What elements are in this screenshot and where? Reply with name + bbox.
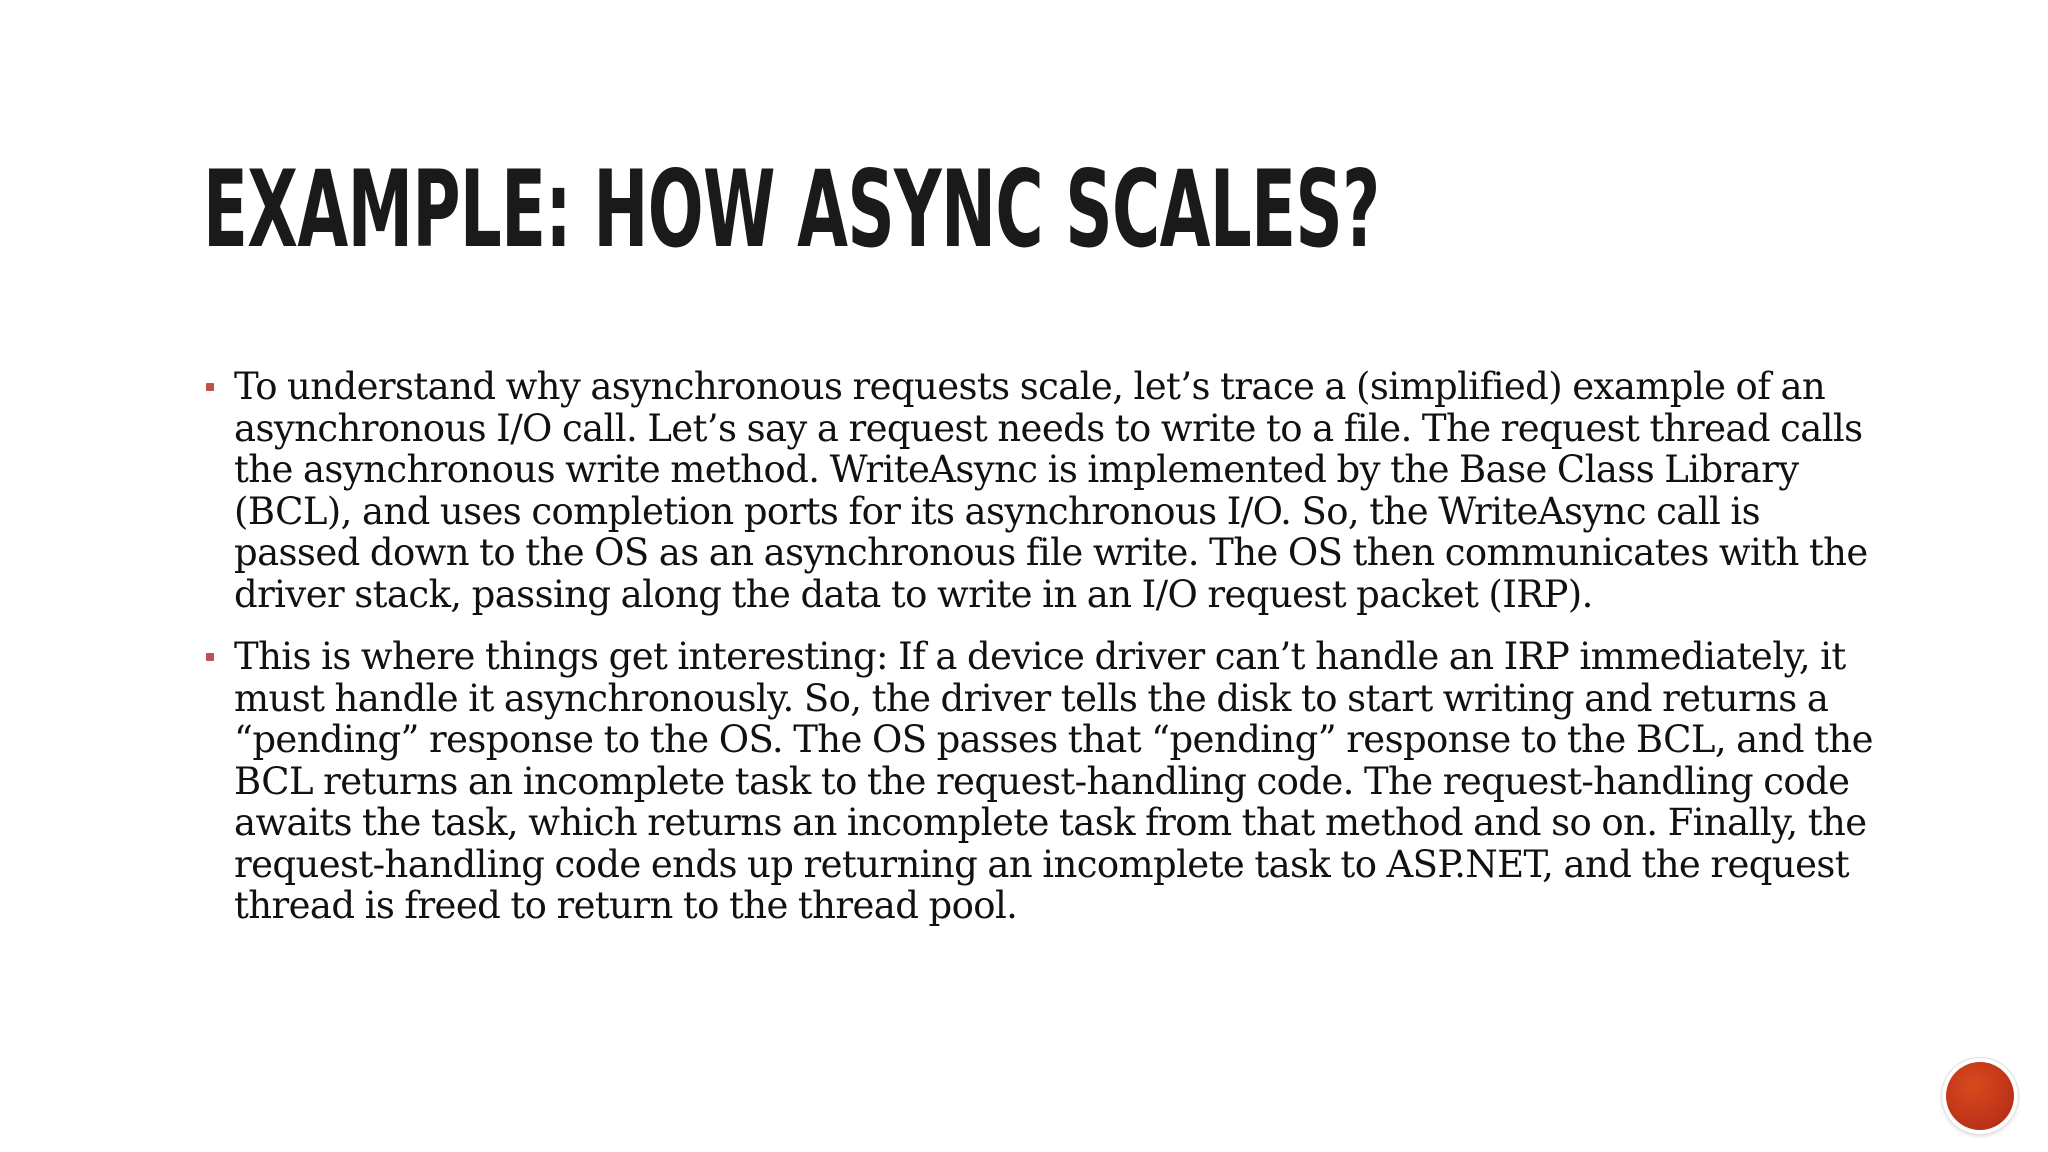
circle-nav-icon [1946,1062,2014,1130]
slide-content [203,366,1883,948]
slide-title: EXAMPLE: HOW ASYNC SCALES? [203,148,1380,271]
bullet-text: This is where things get interesting: If a device driver can’t handle an IRP immediately, it must handle it asynchronously. So, the driver tells the disk to start writing and returns a “pending” response to the OS. The OS passes that “pending” response to the BCL, and the BCL returns an incomplete task to the request-handling code. The request-handling code awaits the task, which returns an incomplete task from that method and so on. Finally, the request-handling code ends up returning an incomplete task to ASP.NET, and the request thread is freed to return to the thread pool. [234,635,1873,927]
bullet-icon [206,653,214,661]
slide-nav-button[interactable] [1942,1058,2018,1134]
bullet-item [203,366,1883,615]
bullet-item [203,636,1883,927]
bullet-text: To understand why asynchronous requests scale, let’s trace a (simplified) example of an asynchronous I/O call. Let’s say a request needs to write to a file. The request thread calls the asynchronous write method. WriteAsync is implemented by the Base Class Library (BCL), and uses completion ports for its asynchronous I/O. So, the WriteAsync call is passed down to the OS as an asynchronous file write. The OS then communicates with the driver stack, passing along the data to write in an I/O request packet (IRP). [234,365,1868,616]
bullet-icon [206,383,214,391]
